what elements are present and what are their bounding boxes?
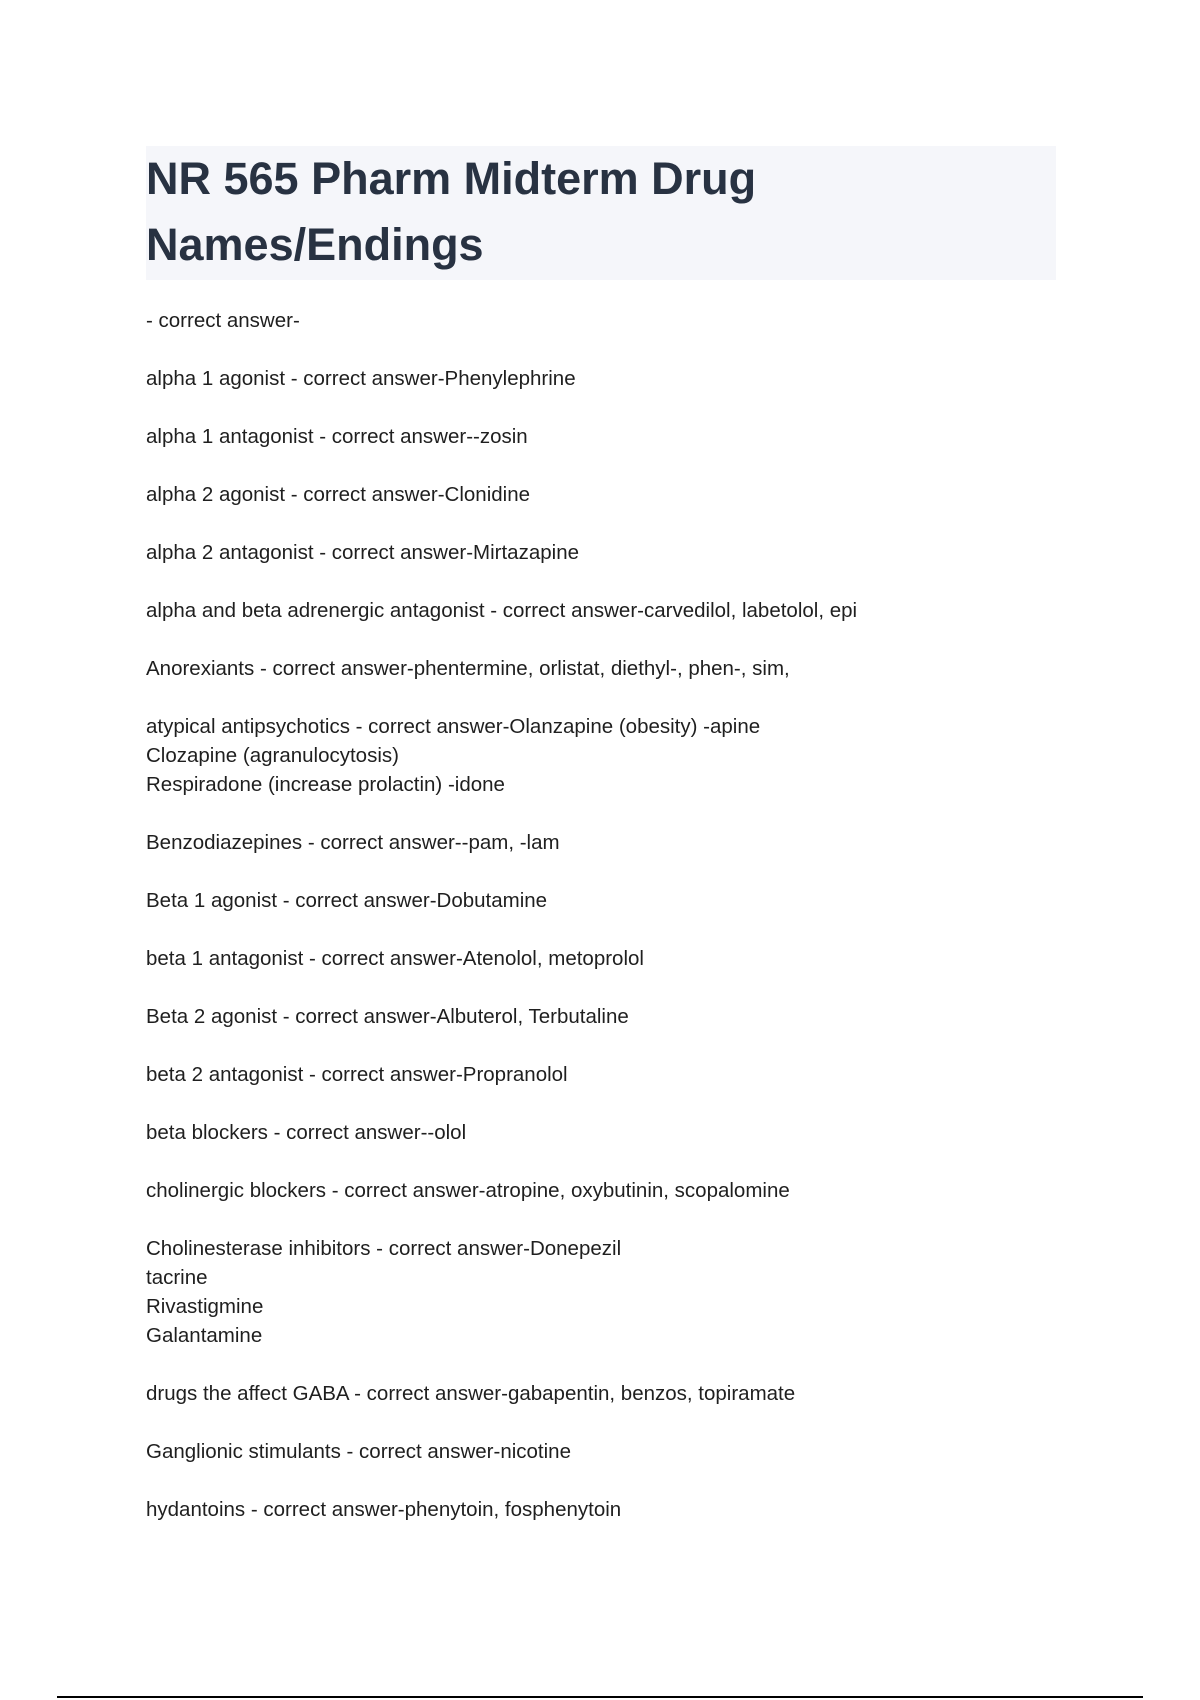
qa-entry-text: alpha and beta adrenergic antagonist - correct answer-carvedilol, labetolol, epi	[146, 599, 858, 622]
footer-divider	[57, 1696, 1143, 1698]
qa-entry	[146, 1495, 1056, 1524]
qa-entry-continuation: tacrine	[146, 1266, 208, 1289]
qa-entry-text: beta blockers - correct answer--olol	[146, 1121, 467, 1144]
qa-entry	[146, 1002, 1056, 1031]
qa-entry-text: Ganglionic stimulants - correct answer-nicotine	[146, 1440, 571, 1463]
qa-entry-text: Beta 2 agonist - correct answer-Albuterol, Terbutaline	[146, 1005, 629, 1028]
qa-entry-text: hydantoins - correct answer-phenytoin, fosphenytoin	[146, 1498, 622, 1521]
qa-entry-text: beta 1 antagonist - correct answer-Atenolol, metoprolol	[146, 947, 644, 970]
qa-entry	[146, 1118, 1056, 1147]
qa-entry-text: atypical antipsychotics - correct answer-Olanzapine (obesity) -apine	[146, 715, 761, 738]
qa-entry	[146, 886, 1056, 915]
qa-entry	[146, 306, 1056, 335]
qa-entry	[146, 1379, 1056, 1408]
qa-entry-text: cholinergic blockers - correct answer-atropine, oxybutinin, scopalomine	[146, 1179, 790, 1202]
qa-entry-text: alpha 1 antagonist - correct answer--zosin	[146, 425, 528, 448]
qa-entry	[146, 364, 1056, 393]
qa-entry	[146, 596, 1056, 625]
document-title	[146, 146, 1056, 278]
qa-entry	[146, 654, 1056, 683]
title-line-1: NR 565 Pharm Midterm Drug	[146, 153, 757, 204]
qa-entry-text: alpha 1 agonist - correct answer-Phenylephrine	[146, 367, 576, 390]
qa-entry-list	[146, 306, 1056, 1553]
title-banner	[146, 146, 1056, 280]
qa-entry	[146, 828, 1056, 857]
qa-entry	[146, 712, 1056, 799]
qa-entry	[146, 944, 1056, 973]
qa-entry	[146, 538, 1056, 567]
qa-entry-text: Benzodiazepines - correct answer--pam, -lam	[146, 831, 560, 854]
qa-entry-continuation: Clozapine (agranulocytosis)	[146, 744, 399, 767]
qa-entry-continuation: Respiradone (increase prolactin) -idone	[146, 773, 505, 796]
qa-entry-text: - correct answer-	[146, 309, 300, 332]
qa-entry	[146, 1176, 1056, 1205]
qa-entry-text: alpha 2 agonist - correct answer-Clonidine	[146, 483, 531, 506]
qa-entry-text: alpha 2 antagonist - correct answer-Mirtazapine	[146, 541, 579, 564]
qa-entry	[146, 1234, 1056, 1350]
qa-entry-continuation: Galantamine	[146, 1324, 263, 1347]
qa-entry	[146, 1437, 1056, 1466]
qa-entry-text: beta 2 antagonist - correct answer-Propranolol	[146, 1063, 568, 1086]
qa-entry-continuation: Rivastigmine	[146, 1295, 264, 1318]
qa-entry-text: drugs the affect GABA - correct answer-gabapentin, benzos, topiramate	[146, 1382, 796, 1405]
qa-entry-text: Beta 1 agonist - correct answer-Dobutamine	[146, 889, 548, 912]
qa-entry-text: Cholinesterase inhibitors - correct answer-Donepezil	[146, 1237, 622, 1260]
qa-entry	[146, 1060, 1056, 1089]
qa-entry	[146, 480, 1056, 509]
qa-entry	[146, 422, 1056, 451]
qa-entry-text: Anorexiants - correct answer-phentermine, orlistat, diethyl-, phen-, sim,	[146, 657, 790, 680]
title-line-2: Names/Endings	[146, 219, 484, 270]
